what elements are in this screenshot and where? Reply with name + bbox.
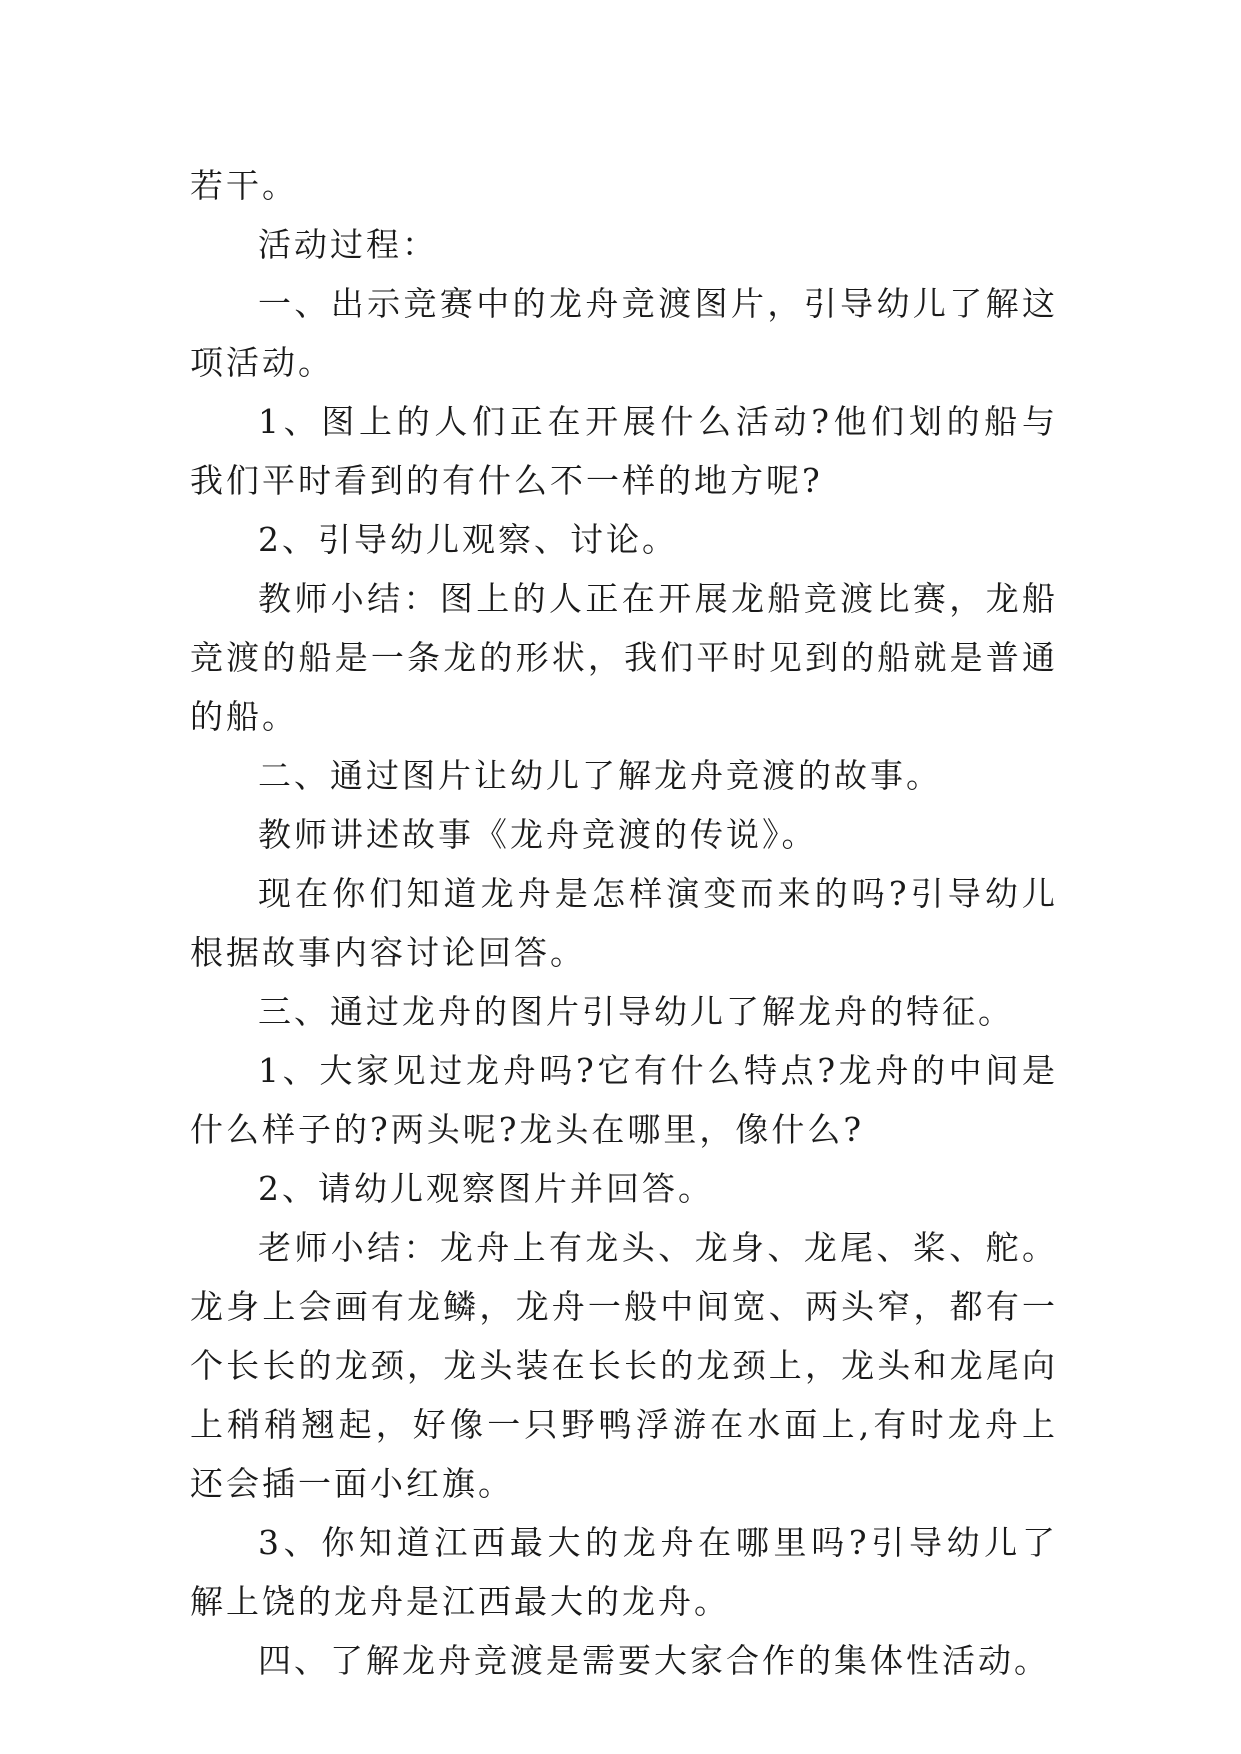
paragraph-activity-process-heading: 活动过程： xyxy=(258,225,438,264)
paragraph-teacher-summary-1: 教师小结：图上的人正在开展龙船竞渡比赛，龙船竞渡的船是一条龙的形状，我们平时见到的船就是普通的船。 xyxy=(190,579,1058,736)
paragraph-continuation: 若干。 xyxy=(190,166,298,205)
paragraph-features-question-1: 1、大家见过龙舟吗?它有什么特点?龙舟的中间是什么样子的?两头呢?龙头在哪里，像什么? xyxy=(190,1051,1058,1149)
paragraph-step-four: 四、了解龙舟竞渡是需要大家合作的集体性活动。 xyxy=(258,1641,1050,1680)
paragraph-step-three: 三、通过龙舟的图片引导幼儿了解龙舟的特征。 xyxy=(258,992,1014,1031)
paragraph-question-1: 1、图上的人们正在开展什么活动?他们划的船与我们平时看到的有什么不一样的地方呢? xyxy=(190,402,1058,500)
paragraph-teacher-summary-2: 老师小结：龙舟上有龙头、龙身、龙尾、桨、舵。龙身上会画有龙鳞，龙舟一般中间宽、两头窄，都有一个长长的龙颈，龙头装在长长的龙颈上，龙头和龙尾向上稍稍翘起，好像一只野鸭浮游在水面上,有时龙舟上还会插一面小红旗。 xyxy=(190,1228,1058,1503)
paragraph-features-question-3: 3、你知道江西最大的龙舟在哪里吗?引导幼儿了解上饶的龙舟是江西最大的龙舟。 xyxy=(190,1523,1058,1621)
paragraph-step-one: 一、出示竞赛中的龙舟竞渡图片，引导幼儿了解这项活动。 xyxy=(190,284,1058,382)
paragraph-step-two: 二、通过图片让幼儿了解龙舟竞渡的故事。 xyxy=(258,756,942,795)
paragraph-story-question: 现在你们知道龙舟是怎样演变而来的吗?引导幼儿根据故事内容讨论回答。 xyxy=(190,874,1058,972)
paragraph-features-question-2: 2、请幼儿观察图片并回答。 xyxy=(258,1169,714,1208)
paragraph-question-2: 2、引导幼儿观察、讨论。 xyxy=(258,520,678,559)
paragraph-story: 教师讲述故事《龙舟竞渡的传说》。 xyxy=(258,815,818,854)
document-body xyxy=(190,156,1058,1690)
